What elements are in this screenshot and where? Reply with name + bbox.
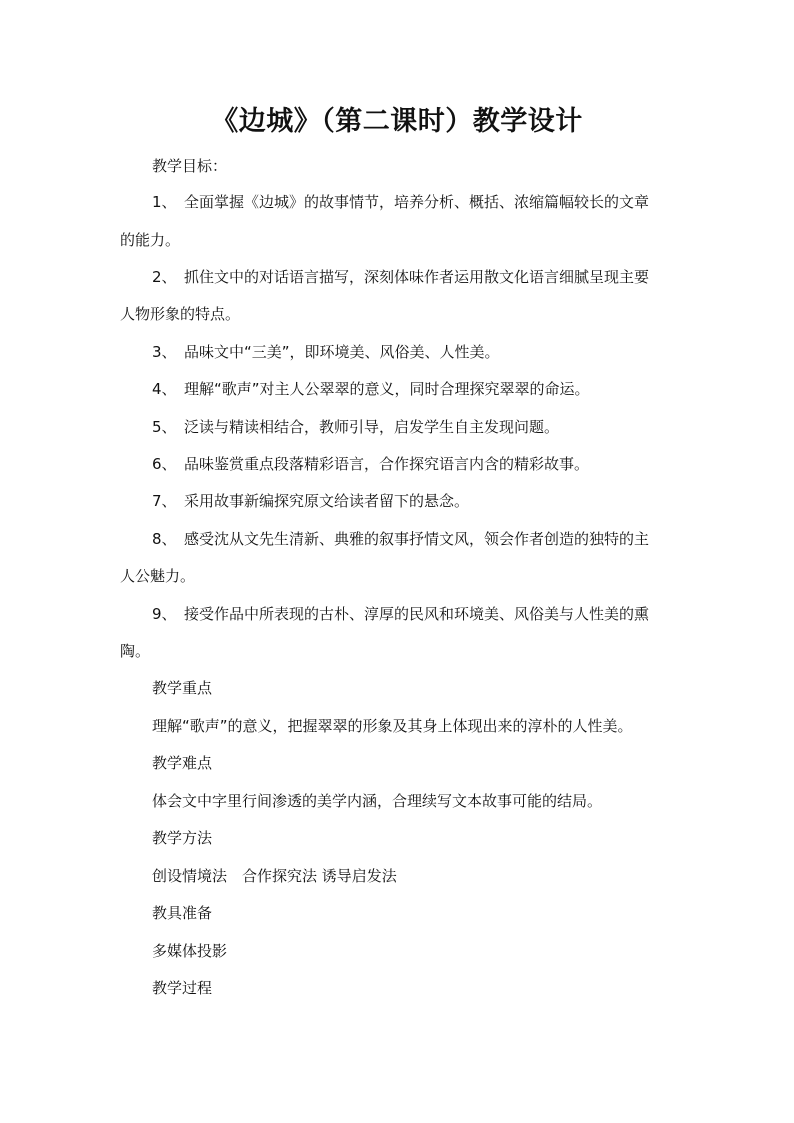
objective-number: 2、 — [152, 268, 177, 286]
section-heading-methods: 教学方法 — [152, 829, 213, 847]
section-content-aids: 多媒体投影 — [152, 942, 228, 960]
section-heading-key-points: 教学重点 — [152, 679, 213, 697]
objective-continuation: 人公魅力。 — [120, 567, 196, 585]
objective-item-8 — [152, 528, 649, 550]
objective-number: 1、 — [152, 193, 177, 211]
objective-continuation: 的能力。 — [120, 231, 181, 249]
objective-item-2 — [152, 266, 649, 288]
objective-number: 5、 — [152, 418, 177, 436]
objective-text: 品味鉴赏重点段落精彩语言，合作探究语言内含的精彩故事。 — [184, 455, 590, 473]
objective-text: 理解“歌声”对主人公翠翠的意义，同时合理探究翠翠的命运。 — [184, 380, 590, 398]
objective-item-1 — [152, 191, 649, 213]
section-heading-difficulties: 教学难点 — [152, 754, 213, 772]
objective-item-9 — [152, 603, 649, 625]
objective-text: 采用故事新编探究原文给读者留下的悬念。 — [184, 492, 470, 510]
objective-item-6 — [152, 453, 589, 475]
objective-number: 6、 — [152, 455, 177, 473]
objectives-heading: 教学目标： — [152, 157, 228, 175]
objective-continuation: 陶。 — [120, 642, 151, 660]
objective-text: 抓住文中的对话语言描写，深刻体味作者运用散文化语言细腻呈现主要 — [184, 268, 650, 286]
objective-continuation: 人物形象的特点。 — [120, 305, 241, 323]
document-title: 《边城》（第二课时）教学设计 — [211, 106, 583, 137]
objective-number: 8、 — [152, 530, 177, 548]
objective-item-4 — [152, 378, 590, 400]
section-content-methods: 创设情境法 合作探究法 诱导启发法 — [152, 867, 397, 885]
objective-text: 全面掌握《边城》的故事情节，培养分析、概括、浓缩篇幅较长的文章 — [184, 193, 650, 211]
section-content-key-points: 理解“歌声”的意义，把握翠翠的形象及其身上体现出来的淳朴的人性美。 — [152, 717, 633, 735]
objective-text: 感受沈从文先生清新、典雅的叙事抒情文风，领会作者创造的独特的主 — [184, 530, 650, 548]
objective-number: 7、 — [152, 492, 177, 510]
section-content-difficulties: 体会文中字里行间渗透的美学内涵，合理续写文本故事可能的结局。 — [152, 792, 603, 810]
objective-text: 泛读与精读相结合，教师引导，启发学生自主发现问题。 — [184, 418, 560, 436]
objective-number: 4、 — [152, 380, 177, 398]
objective-text: 接受作品中所表现的古朴、淳厚的民风和环境美、风俗美与人性美的熏 — [184, 605, 650, 623]
objective-item-5 — [152, 416, 559, 438]
objective-text: 品味文中“三美”，即环境美、风俗美、人性美。 — [184, 343, 500, 361]
section-heading-aids: 教具准备 — [152, 904, 213, 922]
objective-item-3 — [152, 341, 500, 363]
section-heading-process: 教学过程 — [152, 979, 213, 997]
objective-item-7 — [152, 490, 469, 512]
objective-number: 3、 — [152, 343, 177, 361]
objective-number: 9、 — [152, 605, 177, 623]
